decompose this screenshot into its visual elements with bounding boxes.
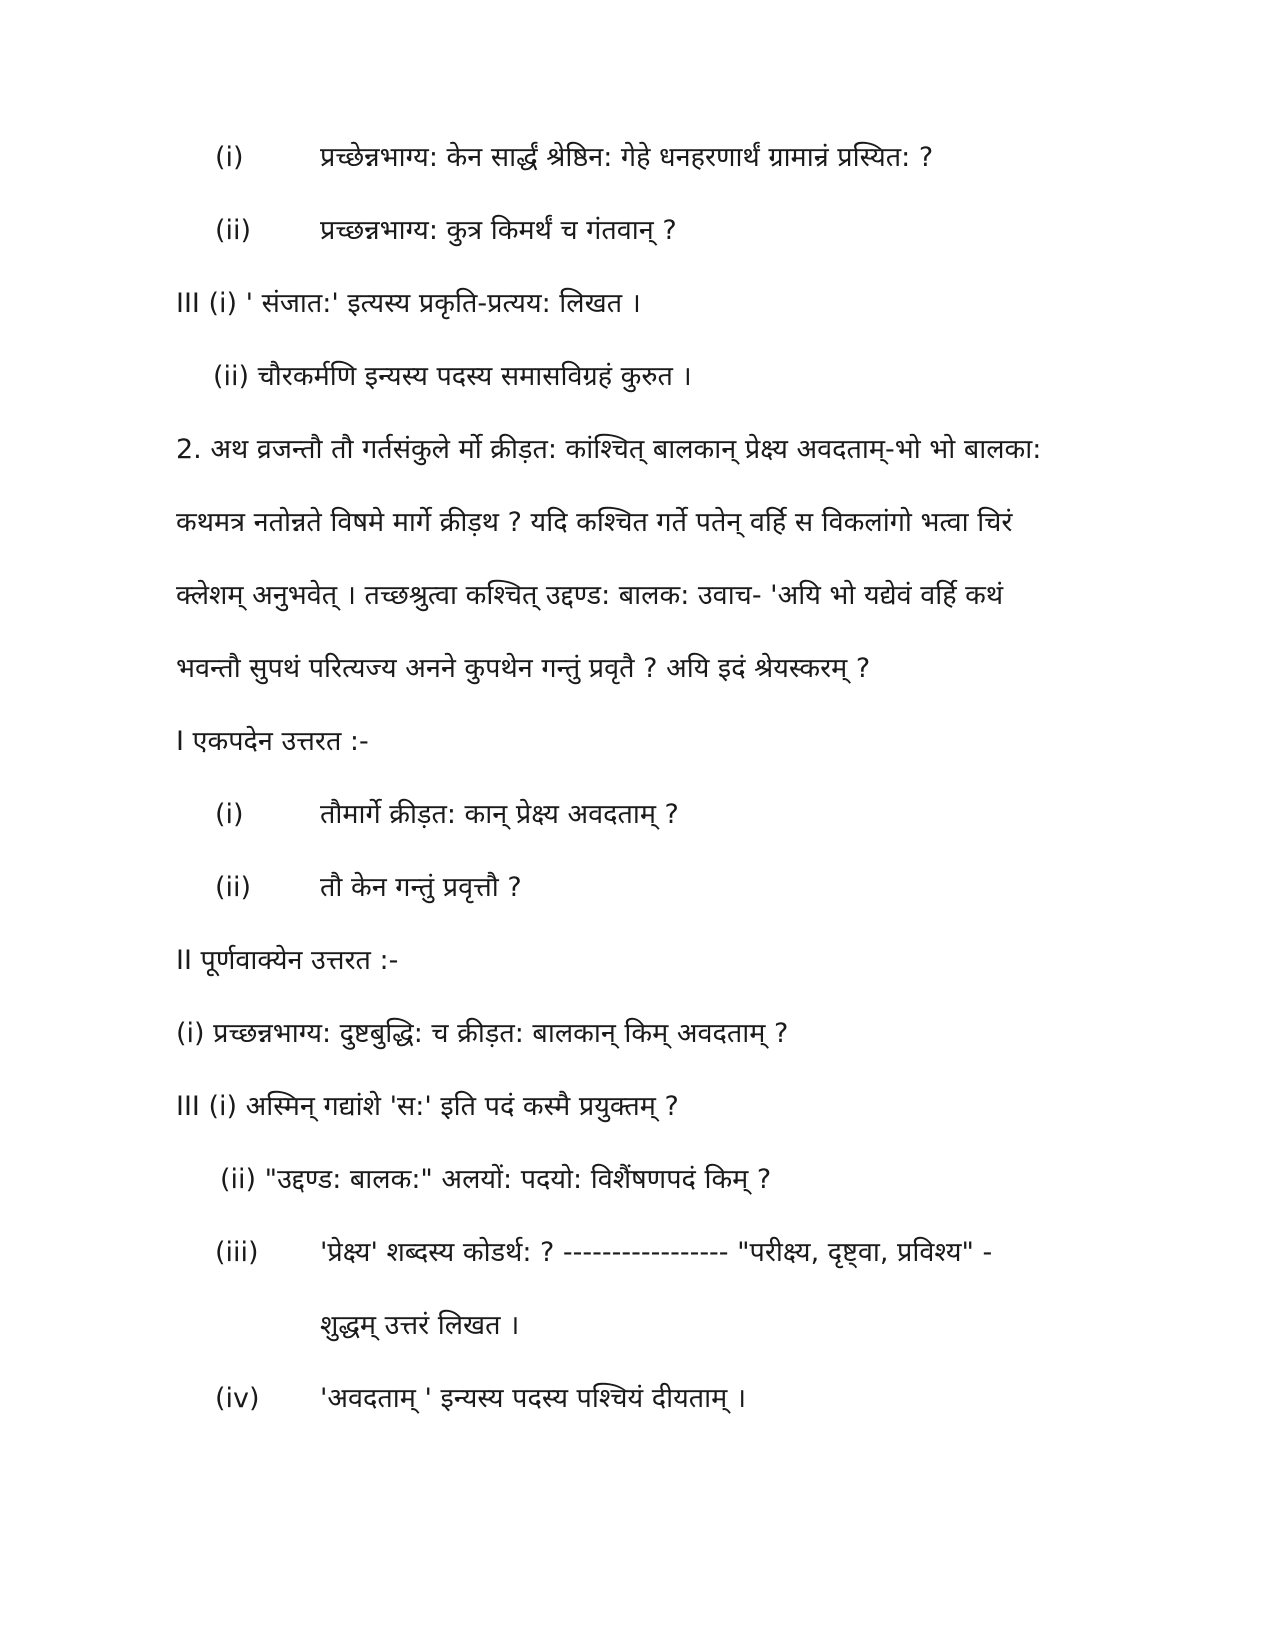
section3-item-iv-text: 'अवदताम् ' इन्यस्य पदस्य पश्चियं दीयताम् । <box>320 1383 747 1414</box>
section1-item-ii-label: (ii) <box>215 872 252 903</box>
section1-heading: I एकपदेन उत्तरत :- <box>176 726 369 757</box>
q1-part3-i: III (i) ' संजात:' इत्यस्य प्रकृति-प्रत्यय: लिखत । <box>176 288 641 319</box>
q1-item-i-label: (i) <box>215 142 244 173</box>
passage-line-2: कथमत्र नतोन्नते विषमे मार्गे क्रीड़थ ? यदि कश्चित गर्ते पतेन् वर्हि स विकलांगो भत्वा चिरं <box>176 507 1013 538</box>
section3-item-i: III (i) अस्मिन् गद्यांशे 'स:' इति पदं कस्मै प्रयुक्तम् ? <box>176 1091 679 1122</box>
passage-line-1: 2. अथ व्रजन्तौ तौ गर्तसंकुले र्मो क्रीड़त: कांश्चित् बालकान् प्रेक्ष्य अवदताम्-भो भो बालका: <box>176 434 1042 465</box>
section3-item-iii-label: (iii) <box>215 1237 259 1268</box>
passage-line-3: क्लेशम् अनुभवेत् । तच्छश्रुत्वा कश्चित् उद्दण्ड: बालक: उवाच- 'अयि भो यद्येवं वर्हि कथं <box>176 580 1004 611</box>
q1-item-i-text: प्रच्छेन्नभाग्य: केन सार्द्धं श्रेष्ठिन: गेहे धनहरणार्थं ग्रामान्रं प्रस्यित: ? <box>320 142 934 173</box>
passage-line-4: भवन्तौ सुपथं परित्यज्य अनने कुपथेन गन्तुं प्रवृतै ? अयि इदं श्रेयस्करम् ? <box>176 653 871 684</box>
q1-item-ii-text: प्रच्छन्नभाग्य: कुत्र किमर्थं च गंतवान् ? <box>320 215 677 246</box>
section3-item-iii-text: 'प्रेक्ष्य' शब्दस्य कोडर्थ: ? ----------------- "परीक्ष्य, दृष्ट्वा, प्रविश्य" - <box>320 1237 993 1268</box>
section3-item-iv-label: (iv) <box>215 1383 260 1414</box>
q1-item-ii-label: (ii) <box>215 215 252 246</box>
section3-item-ii: (ii) "उद्दण्ड: बालक:" अलयों: पदयो: विशैंषणपदं किम् ? <box>220 1164 772 1195</box>
section3-item-iii-cont: शुद्धम् उत्तरं लिखत । <box>320 1310 520 1341</box>
section1-item-i-label: (i) <box>215 799 244 830</box>
section1-item-ii-text: तौ केन गन्तुं प्रवृत्तौ ? <box>320 872 522 903</box>
section2-item-i: (i) प्रच्छन्नभाग्य: दुष्टबुद्धि: च क्रीड़त: बालकान् किम् अवदताम् ? <box>176 1018 789 1049</box>
section2-heading: II पूर्णवाक्येन उत्तरत :- <box>176 945 399 976</box>
section1-item-i-text: तौमार्गे क्रीड़त: कान् प्रेक्ष्य अवदताम् ? <box>320 799 679 830</box>
q1-part3-ii: (ii) चौरकर्मणि इन्यस्य पदस्य समासविग्रहं कुरुत । <box>213 361 692 392</box>
